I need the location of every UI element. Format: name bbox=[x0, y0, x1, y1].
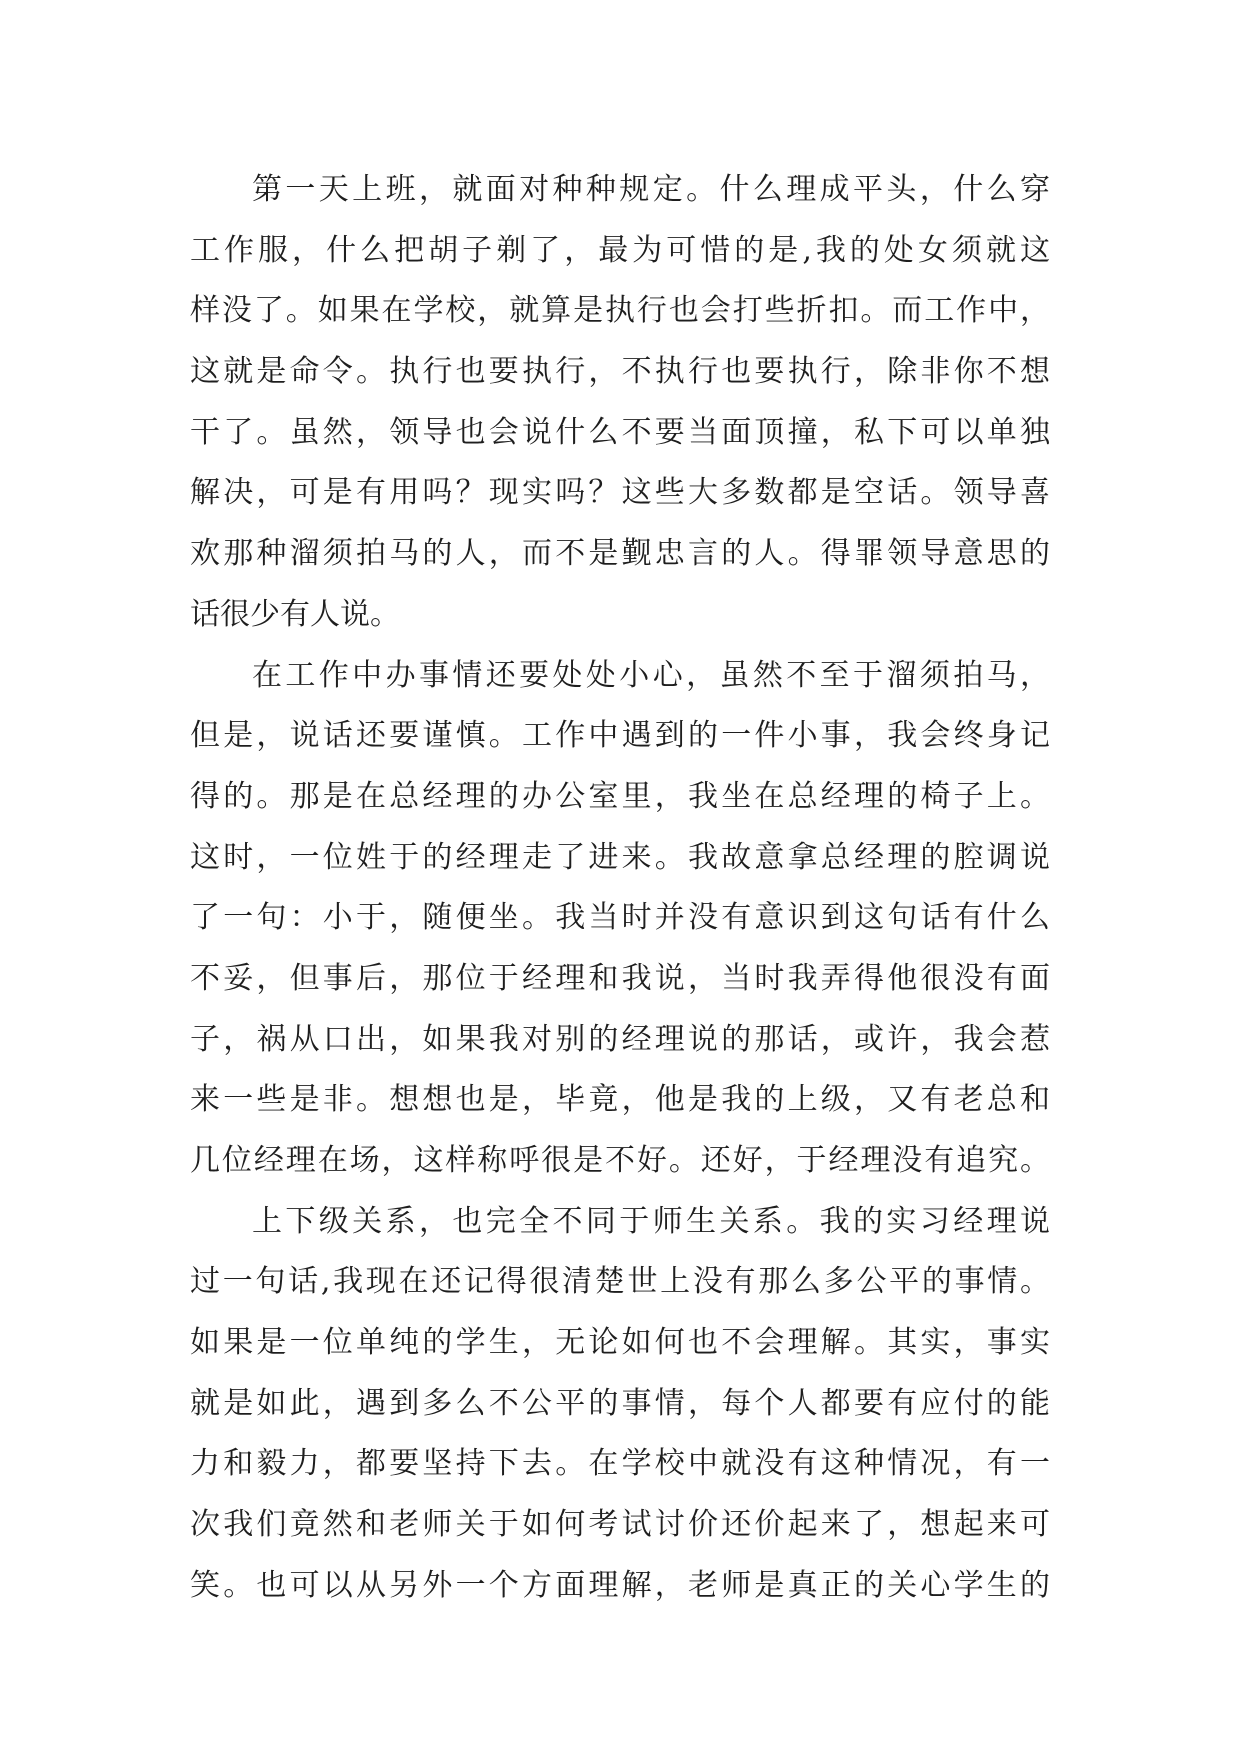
text-line: 笑。也可以从另外一个方面理解，老师是真正的关心学生的 bbox=[190, 1567, 1050, 1603]
text-line: 第一天上班，就面对种种规定。什么理成平头，什么穿 bbox=[252, 172, 1050, 207]
text-line: 子，祸从口出，如果我对别的经理说的那话，或许，我会惹 bbox=[190, 1021, 1050, 1057]
text-line: 几位经理在场，这样称呼很是不好。还好，于经理没有追究。 bbox=[190, 1143, 1050, 1178]
text-line: 不妥，但事后，那位于经理和我说，当时我弄得他很没有面 bbox=[190, 960, 1050, 996]
text-line: 得的。那是在总经理的办公室里，我坐在总经理的椅子上。 bbox=[190, 778, 1050, 814]
text-line: 干了。虽然，领导也会说什么不要当面顶撞，私下可以单独 bbox=[190, 414, 1050, 450]
paragraph-3 bbox=[190, 1192, 1050, 1617]
text-line: 了一句：小于，随便坐。我当时并没有意识到这句话有什么 bbox=[190, 900, 1050, 936]
text-line: 但是，说话还要谨慎。工作中遇到的一件小事，我会终身记 bbox=[190, 718, 1050, 754]
text-line: 上下级关系，也完全不同于师生关系。我的实习经理说 bbox=[252, 1203, 1050, 1239]
document-body bbox=[190, 160, 1050, 1617]
text-line: 这时，一位姓于的经理走了进来。我故意拿总经理的腔调说 bbox=[190, 839, 1050, 875]
text-line: 过一句话,我现在还记得很清楚世上没有那么多公平的事情。 bbox=[190, 1264, 1050, 1300]
text-line: 来一些是非。想想也是，毕竟，他是我的上级，又有老总和 bbox=[190, 1082, 1050, 1118]
text-line: 样没了。如果在学校，就算是执行也会打些折扣。而工作中， bbox=[190, 293, 1050, 329]
paragraph-2 bbox=[190, 646, 1050, 1192]
text-line: 解决，可是有用吗？现实吗？这些大多数都是空话。领导喜 bbox=[190, 475, 1050, 511]
text-line: 力和毅力，都要坚持下去。在学校中就没有这种情况，有一 bbox=[190, 1446, 1050, 1482]
text-line: 如果是一位单纯的学生，无论如何也不会理解。其实，事实 bbox=[190, 1325, 1050, 1361]
text-line: 在工作中办事情还要处处小心，虽然不至于溜须拍马， bbox=[252, 657, 1050, 693]
text-line: 就是如此，遇到多么不公平的事情，每个人都要有应付的能 bbox=[190, 1385, 1050, 1421]
text-line: 工作服，什么把胡子剃了，最为可惜的是,我的处女须就这 bbox=[190, 232, 1050, 268]
text-line: 次我们竟然和老师关于如何考试讨价还价起来了，想起来可 bbox=[190, 1507, 1050, 1543]
text-line: 话很少有人说。 bbox=[190, 596, 400, 632]
text-line: 欢那种溜须拍马的人，而不是觐忠言的人。得罪领导意思的 bbox=[190, 536, 1050, 572]
text-line: 这就是命令。执行也要执行，不执行也要执行，除非你不想 bbox=[190, 354, 1050, 390]
paragraph-1 bbox=[190, 160, 1050, 646]
